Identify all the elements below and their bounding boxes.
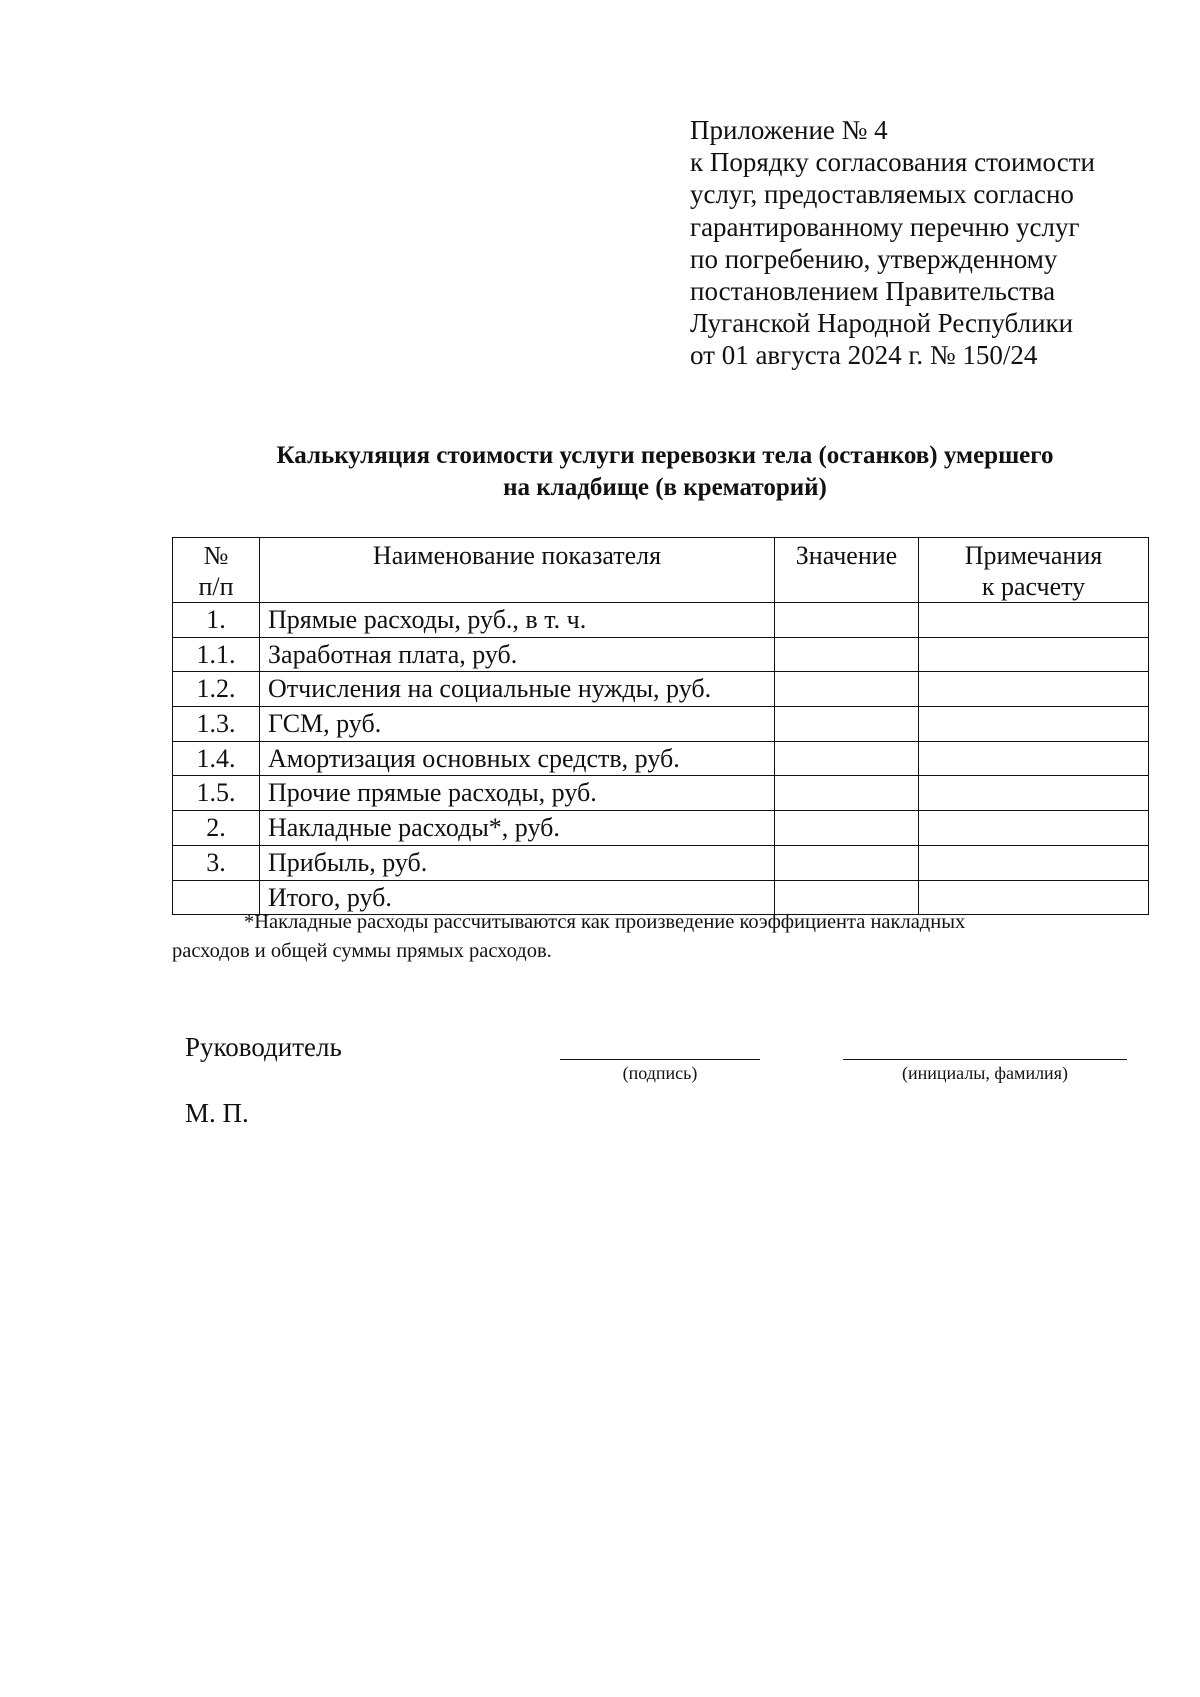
row-number: 3. (173, 845, 260, 880)
row-name: Накладные расходы*, руб. (260, 811, 775, 846)
row-value (775, 707, 919, 742)
header-notes (919, 538, 1149, 603)
header-number (173, 538, 260, 603)
header-number-line-1: № (203, 541, 229, 570)
header-name: Наименование показателя (260, 538, 775, 603)
row-name: Прибыль, руб. (260, 845, 775, 880)
row-notes (919, 637, 1149, 672)
table-row (173, 637, 1149, 672)
annex-line: к Порядку согласования стоимости (690, 147, 1095, 178)
row-notes (919, 672, 1149, 707)
row-number: 1.5. (173, 776, 260, 811)
row-notes (919, 845, 1149, 880)
table-header-row (173, 538, 1149, 603)
stamp-place-label: М. П. (185, 1098, 249, 1128)
row-value (775, 811, 919, 846)
row-value (775, 637, 919, 672)
annex-line: от 01 августа 2024 г. № 150/24 (690, 340, 1038, 371)
header-number-line-2: п/п (198, 572, 234, 601)
header-value: Значение (775, 538, 919, 603)
row-value (775, 741, 919, 776)
table-row (173, 811, 1149, 846)
row-name: ГСМ, руб. (260, 707, 775, 742)
row-name: Заработная плата, руб. (260, 637, 775, 672)
row-value (775, 776, 919, 811)
row-notes (919, 741, 1149, 776)
row-notes (919, 776, 1149, 811)
row-name: Отчисления на социальные нужды, руб. (260, 672, 775, 707)
row-notes (919, 603, 1149, 638)
header-notes-line-1: Примечания (964, 541, 1103, 570)
footnote-line-2: расходов и общей суммы прямых расходов. (172, 940, 552, 962)
row-number: 1.2. (173, 672, 260, 707)
name-line (843, 1059, 1127, 1060)
document-title (165, 440, 1165, 504)
annex-line: по погребению, утвержденному (690, 243, 1058, 274)
annex-line: постановлением Правительства (690, 276, 1056, 307)
signer-title: Руководитель (185, 1032, 342, 1062)
table-row (173, 603, 1149, 638)
row-number: 1.3. (173, 707, 260, 742)
signature-line (560, 1059, 760, 1060)
table-row (173, 776, 1149, 811)
calculation-table (172, 537, 1149, 915)
title-line-2: на кладбище (в крематорий) (503, 474, 827, 501)
row-number: 1.4. (173, 741, 260, 776)
row-value (775, 603, 919, 638)
row-notes (919, 707, 1149, 742)
row-notes (919, 811, 1149, 846)
table-row (173, 707, 1149, 742)
row-number: 1. (173, 603, 260, 638)
annex-line: гарантированному перечню услуг (690, 211, 1080, 242)
row-name: Амортизация основных средств, руб. (260, 741, 775, 776)
annex-line: Луганской Народной Республики (690, 308, 1074, 339)
footnote-line-1: *Накладные расходы рассчитываются как произведение коэффициента накладных (244, 911, 966, 933)
row-name: Итого, руб. (260, 880, 775, 915)
annex-line: услуг, предоставляемых согласно (690, 179, 1074, 210)
row-name: Прямые расходы, руб., в т. ч. (260, 603, 775, 638)
footnote (172, 908, 1148, 966)
annex-line: Приложение № 4 (690, 115, 888, 145)
row-number: 1.1. (173, 637, 260, 672)
table-row (173, 672, 1149, 707)
annex-block (690, 114, 1170, 372)
row-name: Прочие прямые расходы, руб. (260, 776, 775, 811)
table-row (173, 845, 1149, 880)
row-value (775, 845, 919, 880)
header-notes-line-2: к расчету (981, 572, 1086, 601)
title-line-1: Калькуляция стоимости услуги перевозки тела (останков) умершего (276, 442, 1054, 469)
table-row (173, 741, 1149, 776)
name-caption: (инициалы, фамилия) (902, 1063, 1068, 1083)
row-value (775, 672, 919, 707)
signature-caption: (подпись) (622, 1063, 698, 1083)
row-number: 2. (173, 811, 260, 846)
